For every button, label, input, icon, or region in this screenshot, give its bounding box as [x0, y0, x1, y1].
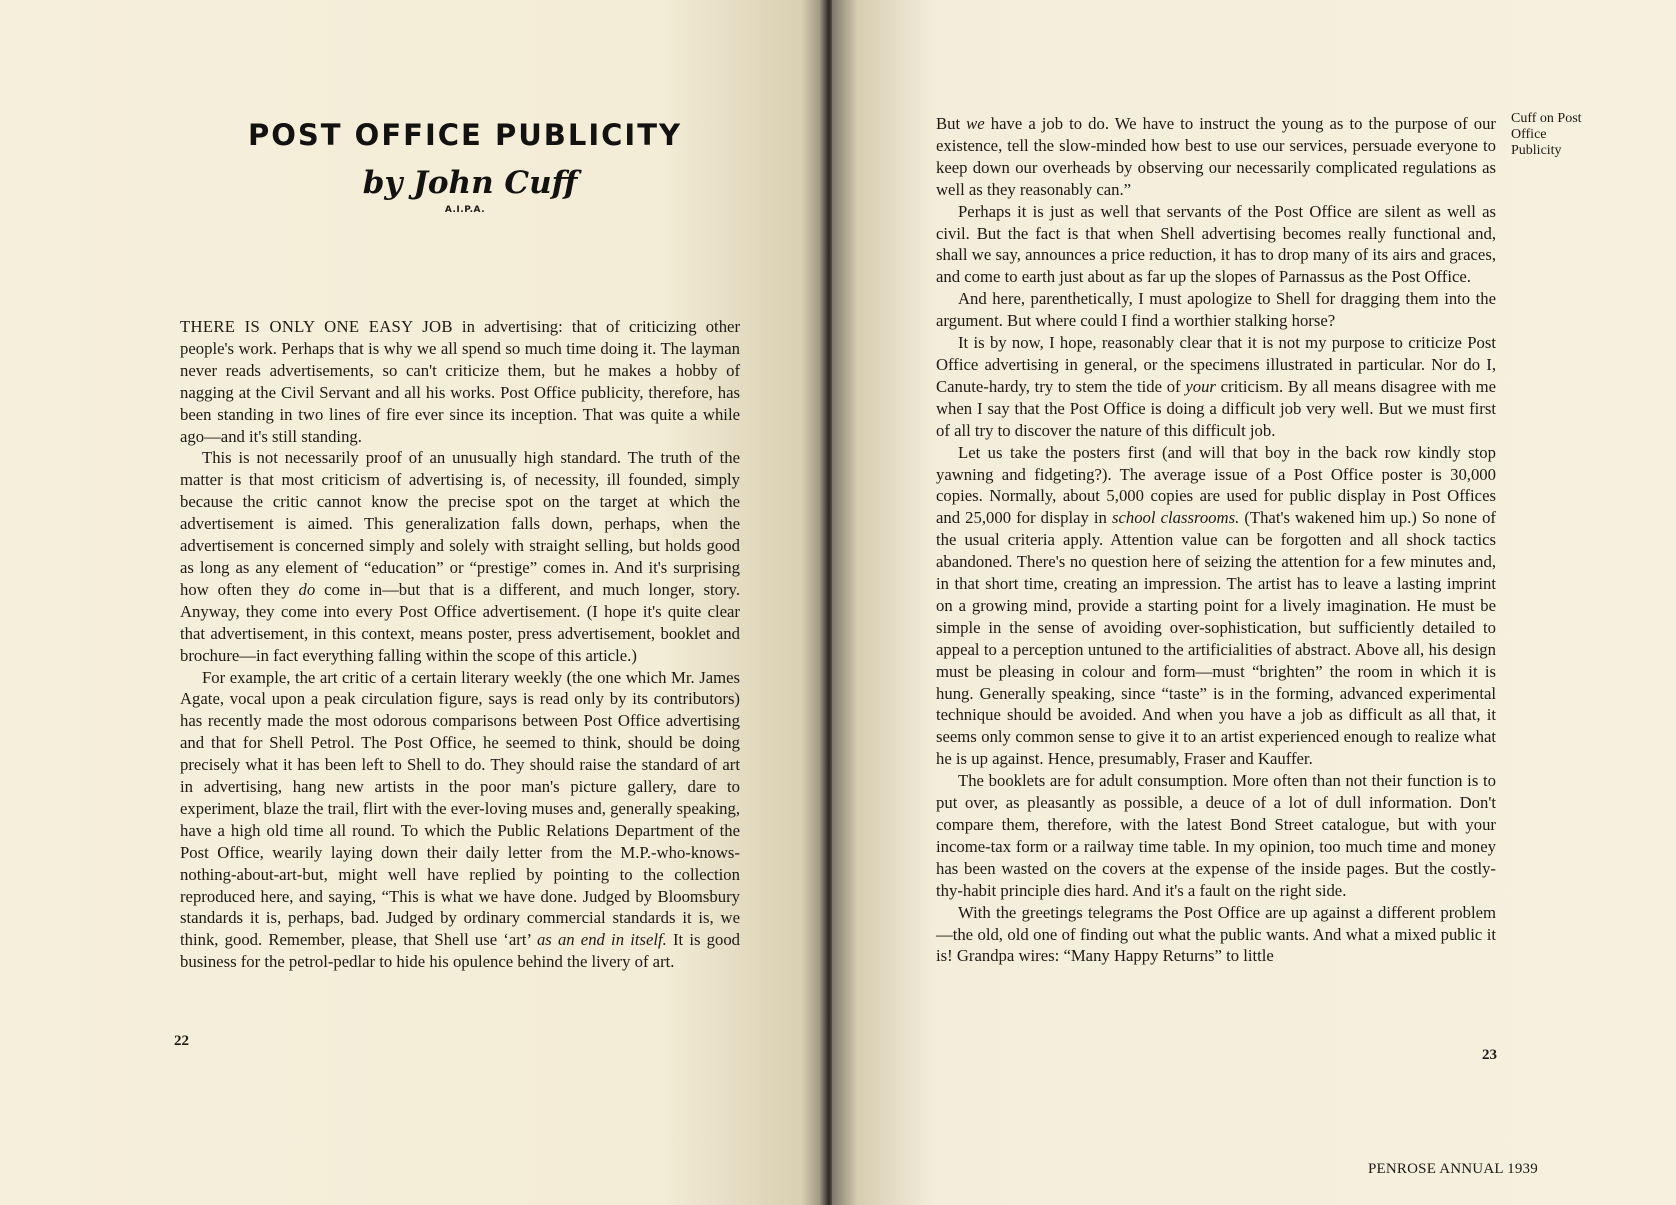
source-caption: PENROSE ANNUAL 1939 [1368, 1161, 1538, 1177]
emphasis: as an end in itself. [536, 930, 667, 950]
left-page [0, 0, 826, 1205]
page-number-right: 23 [1482, 1047, 1497, 1063]
paragraph-text: It is good business for the petrol-pedlar to hide his opulence behind the livery of art. [180, 930, 741, 972]
paragraph-text: in advertising: that of criticizing other people's work. Perhaps that is why we all spend so much time doing it. The layman never reads advertisements, so can't criticize them, but he makes a hobby of nagging at the Civil Servant and all his works. Post Office publicity, therefore, has been standing in two lines of fire ever since its inception. That was quite a while ago—and it's still standing. [180, 317, 741, 446]
emphasis: your [1185, 376, 1216, 396]
paragraph-text: This is not necessarily proof of an unusually high standard. The truth of the matter is that most criticism of advertising is, of necessity, ill founded, simply because the critic cannot know the precise spot on the target at which the advertisement is aimed. This generalization falls down, perhaps, when the advertisement is concerned simply and solely with straight selling, but holds good as long as any element of “education” or “prestige” comes in. And it's surprising how often they [180, 448, 740, 599]
paragraph-text: (That's wakened him up.) So none of the usual criteria apply. Attention value can be forgotten and all shock tactics abandoned. There's no question here of seizing the attention for a few minutes and, in that short time, creating an impression. The artist has to leave a lasting imprint on a growing mind, provide a starting point for a lively imagination. He must be simple in the sense of avoiding over-sophistication, but sufficiently detailed to appeal to a perception untuned to the artificialities of abstract. Above all, his design must be pleasing in colour and form—must “brighten” the room in which it is hung. Generally speaking, since “taste” is in the forming, advanced experimental technique should be avoided. And when you have a job as difficult as all that, it seems only common sense to give it to an artist experienced enough to realize what he is up against. Hence, presumably, Fraser and Kauffer. [936, 508, 1496, 769]
paragraph: With the greetings telegrams the Post Office are up against a different problem—the old, old one of finding out what the public wants. And what a mixed public it is! Grandpa wires: “Many Happy Returns” to little [936, 902, 1496, 966]
emphasis: school classrooms. [1111, 508, 1240, 528]
paragraph: Perhaps it is just as well that servants of the Post Office are silent as well as civil. But the fact is that when Shell advertising becomes really functional and, shall we say, announces a price reduction, it has to drop many of its airs and graces, and come to earth just about as far up the slopes of Parnassus as the Post Office. [936, 201, 1496, 287]
running-sidenote: Cuff on Post Office Publicity [1511, 111, 1582, 158]
paragraph [936, 113, 1496, 201]
paragraph-text: It is by now, I hope, reasonably clear that it is not my purpose to criticize Post Office advertising in general, or the specimens illustrated in particular. Nor do I, Canute-hardy, try to stem the tide of [936, 333, 1496, 396]
paragraph [180, 667, 740, 974]
left-column-text [180, 316, 740, 973]
paragraph-text: come in—but that is a different, and much longer, story. Anyway, they come into every Post Office advertisement. (I hope it's quite clear that advertisement, in this context, means poster, press advertisement, booklet and brochure—in fact everything falling within the scope of this article.) [180, 579, 740, 665]
paragraph-text: have a job to do. We have to instruct the young as to the purpose of our existence, tell the slow-minded how best to use our services, persuade everyone to keep down our overheads by observing our necessarily complicated regulations as well as they reasonably can.” [936, 114, 1496, 199]
paragraph: And here, parenthetically, I must apologize to Shell for dragging them into the argument. But where could I find a worthier stalking horse? [936, 289, 1496, 331]
page-number-left: 22 [174, 1033, 189, 1049]
paragraph: The booklets are for adult consumption. More often than not their function is to put over, as pleasantly as possible, a deuce of a lot of dull information. Don't compare them, therefore, with the latest Bond Street catalogue, but with your income-tax form or a railway time table. In my opinion, too much time and money has been wasted on the covers at the expense of the inside pages. But the costly-thy-habit principle dies hard. And it's a fault on the right side. [936, 771, 1496, 900]
emphasis: we [966, 114, 985, 133]
author-credential: A.I.P.A. [444, 205, 486, 215]
paragraph [936, 332, 1496, 442]
right-column-text [936, 113, 1496, 967]
article-byline: by John Cuff [362, 165, 578, 201]
lead-in: THERE IS ONLY ONE EASY JOB [180, 317, 453, 336]
emphasis: do [298, 579, 316, 599]
article-title: POST OFFICE PUBLICITY [248, 118, 682, 152]
paragraph [180, 316, 740, 447]
paragraph [936, 442, 1496, 771]
paragraph-text: For example, the art critic of a certain literary weekly (the one which Mr. James Agate, vocal upon a peak circulation figure, says is read only by its contributors) has recently made the most odorous comparisons between Post Office advertising and that for Shell Petrol. The Post Office, he seemed to think, should be doing precisely what it has been left to Shell to do. They should raise the standard of art in advertising, hang new artists in the poor man's picture gallery, dare to experiment, blaze the trail, flirt with the ever-loving muses and, generally speaking, have a high old time all round. To which the Public Relations Department of the Post Office, wearily laying down their daily letter from the M.P.-who-knows-nothing-about-art-but, might well have replied by pointing to the collection reproduced here, and saying, “This is what we have done. Judged by Bloomsbury standards it is, perhaps, bad. Judged by ordinary commercial standards it is, we think, good. Remember, please, that Shell use ‘art’ [180, 667, 740, 950]
paragraph-text: But [936, 114, 967, 133]
paragraph-text: Let us take the posters first (and will that boy in the back row kindly stop yawning and fidgeting?). The average issue of a Post Office poster is 30,000 copies. Normally, about 5,000 copies are used for public display in Post Offices and 25,000 for display in [936, 442, 1496, 528]
paragraph [180, 447, 740, 666]
paragraph-text: criticism. By all means disagree with me when I say that the Post Office is doing a difficult job very well. But we must first of all try to discover the nature of this difficult job. [936, 376, 1496, 440]
